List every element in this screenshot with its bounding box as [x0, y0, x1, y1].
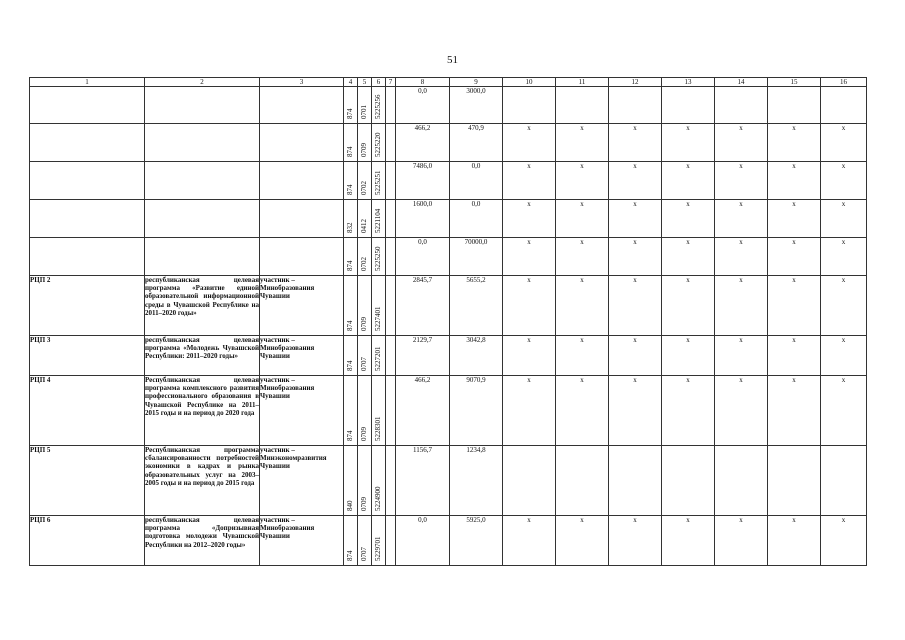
program-name: Республиканская программа сбалансированности потребностей экономики в кадрах и рынка образовательных услуг на 2003–2005 годы и на период до 2015 года [145, 446, 260, 516]
value-col9: 1234,8 [450, 446, 503, 516]
program-code [30, 200, 145, 238]
table-row [30, 238, 867, 276]
program-code: РЦП 4 [30, 376, 145, 446]
ministry-code-text: 874 [345, 146, 354, 157]
budget-table [29, 77, 867, 566]
mark-cell: x [821, 200, 867, 238]
ministry-code [344, 376, 358, 446]
program-code: РЦП 2 [30, 276, 145, 336]
ministry-code-text: 874 [345, 320, 354, 331]
value-col8: 2129,7 [396, 336, 450, 376]
table-row [30, 124, 867, 162]
value-col9: 3042,8 [450, 336, 503, 376]
mark-cell [556, 446, 609, 516]
ministry-code [344, 124, 358, 162]
mark-cell: x [715, 162, 768, 200]
program-name [145, 238, 260, 276]
mark-cell: x [821, 336, 867, 376]
program-code [30, 238, 145, 276]
section-code-text: 0707 [359, 547, 368, 561]
expense-type-cell [386, 516, 396, 566]
ministry-code [344, 200, 358, 238]
program-participant: участник – Минобразования Чувашии [260, 276, 344, 336]
mark-cell [768, 87, 821, 124]
table-row [30, 336, 867, 376]
mark-cell: x [768, 124, 821, 162]
mark-cell: x [821, 376, 867, 446]
program-name [145, 162, 260, 200]
value-col9: 470,9 [450, 124, 503, 162]
program-name [145, 87, 260, 124]
mark-cell: x [503, 200, 556, 238]
header-cell: 10 [503, 78, 556, 87]
mark-cell: x [768, 276, 821, 336]
target-article-code [372, 376, 386, 446]
value-col8: 0,0 [396, 87, 450, 124]
mark-cell: x [556, 162, 609, 200]
mark-cell: x [768, 376, 821, 446]
section-code [358, 276, 372, 336]
mark-cell: x [768, 516, 821, 566]
target-article-code [372, 238, 386, 276]
section-code-text: 0412 [359, 219, 368, 233]
mark-cell: x [503, 376, 556, 446]
mark-cell: x [715, 376, 768, 446]
target-article-code-text: 5221104 [373, 208, 382, 233]
ministry-code-text: 840 [345, 500, 354, 511]
target-article-code [372, 516, 386, 566]
mark-cell: x [556, 516, 609, 566]
mark-cell: x [662, 124, 715, 162]
mark-cell: x [609, 162, 662, 200]
mark-cell: x [715, 516, 768, 566]
expense-type-cell [386, 276, 396, 336]
section-code [358, 162, 372, 200]
header-cell: 2 [145, 78, 260, 87]
mark-cell: x [821, 162, 867, 200]
expense-type-cell [386, 238, 396, 276]
table-row [30, 446, 867, 516]
mark-cell: x [662, 276, 715, 336]
value-col9: 0,0 [450, 200, 503, 238]
value-col8: 2845,7 [396, 276, 450, 336]
program-participant [260, 162, 344, 200]
ministry-code [344, 87, 358, 124]
table-row [30, 376, 867, 446]
program-participant: участник – Минобразования Чувашии [260, 376, 344, 446]
table-row [30, 162, 867, 200]
mark-cell: x [609, 200, 662, 238]
program-name: республиканская целевая программа «Молодежь Чувашской Республики: 2011–2020 годы» [145, 336, 260, 376]
ministry-code-text: 874 [345, 260, 354, 271]
table-row [30, 276, 867, 336]
program-code: РЦП 6 [30, 516, 145, 566]
target-article-code-text: 5225256 [373, 94, 382, 119]
header-cell: 4 [344, 78, 358, 87]
ministry-code-text: 832 [345, 222, 354, 233]
program-participant [260, 200, 344, 238]
table-row [30, 87, 867, 124]
mark-cell: x [768, 200, 821, 238]
target-article-code [372, 336, 386, 376]
mark-cell: x [503, 516, 556, 566]
mark-cell: x [768, 238, 821, 276]
expense-type-cell [386, 200, 396, 238]
header-cell: 1 [30, 78, 145, 87]
mark-cell: x [662, 162, 715, 200]
section-code [358, 238, 372, 276]
mark-cell: x [715, 276, 768, 336]
program-code: РЦП 3 [30, 336, 145, 376]
ministry-code [344, 336, 358, 376]
header-cell: 14 [715, 78, 768, 87]
program-name [145, 200, 260, 238]
program-code: РЦП 5 [30, 446, 145, 516]
header-cell: 8 [396, 78, 450, 87]
mark-cell [715, 87, 768, 124]
program-participant: участник – Минобразования Чувашии [260, 336, 344, 376]
header-cell: 5 [358, 78, 372, 87]
mark-cell: x [768, 336, 821, 376]
header-cell: 15 [768, 78, 821, 87]
target-article-code-text: 5227401 [373, 306, 382, 331]
mark-cell: x [609, 376, 662, 446]
mark-cell: x [715, 336, 768, 376]
program-code [30, 87, 145, 124]
target-article-code [372, 446, 386, 516]
header-cell: 9 [450, 78, 503, 87]
mark-cell: x [556, 124, 609, 162]
mark-cell: x [821, 124, 867, 162]
program-participant [260, 87, 344, 124]
value-col9: 0,0 [450, 162, 503, 200]
mark-cell [662, 87, 715, 124]
section-code-text: 0709 [359, 497, 368, 511]
mark-cell: x [609, 516, 662, 566]
mark-cell: x [821, 238, 867, 276]
expense-type-cell [386, 446, 396, 516]
section-code-text: 0701 [359, 105, 368, 119]
value-col9: 9070,9 [450, 376, 503, 446]
mark-cell: x [503, 124, 556, 162]
program-participant: участник – Минобразования Чувашии [260, 516, 344, 566]
header-cell: 3 [260, 78, 344, 87]
value-col8: 7486,0 [396, 162, 450, 200]
value-col8: 466,2 [396, 124, 450, 162]
section-code-text: 0709 [359, 427, 368, 441]
target-article-code [372, 87, 386, 124]
program-participant [260, 124, 344, 162]
value-col8: 466,2 [396, 376, 450, 446]
value-col8: 0,0 [396, 238, 450, 276]
ministry-code [344, 446, 358, 516]
section-code-text: 0702 [359, 181, 368, 195]
mark-cell: x [821, 516, 867, 566]
ministry-code-text: 874 [345, 184, 354, 195]
value-col9: 5925,0 [450, 516, 503, 566]
expense-type-cell [386, 162, 396, 200]
table-header-row [30, 78, 867, 87]
mark-cell: x [556, 276, 609, 336]
mark-cell [503, 87, 556, 124]
program-name [145, 124, 260, 162]
section-code [358, 87, 372, 124]
ministry-code [344, 162, 358, 200]
mark-cell [662, 446, 715, 516]
header-cell: 6 [372, 78, 386, 87]
program-name: республиканская целевая программа «Развитие единой образовательной информационной среды в Чувашской Республике на 2011–2020 годы» [145, 276, 260, 336]
ministry-code-text: 874 [345, 108, 354, 119]
section-code-text: 0707 [359, 357, 368, 371]
mark-cell: x [503, 336, 556, 376]
program-code [30, 162, 145, 200]
program-name: Республиканская целевая программа комплексного развития профессионального образования в Чувашской Республике на 2011–2015 годы и на период до 2020 года [145, 376, 260, 446]
table-row [30, 516, 867, 566]
mark-cell [821, 446, 867, 516]
mark-cell: x [662, 516, 715, 566]
page-number: 51 [447, 54, 458, 66]
mark-cell: x [821, 276, 867, 336]
header-cell: 13 [662, 78, 715, 87]
program-participant [260, 238, 344, 276]
mark-cell: x [503, 276, 556, 336]
mark-cell: x [556, 200, 609, 238]
target-article-code [372, 276, 386, 336]
section-code-text: 0709 [359, 317, 368, 331]
mark-cell: x [609, 238, 662, 276]
mark-cell: x [609, 276, 662, 336]
expense-type-cell [386, 124, 396, 162]
ministry-code [344, 238, 358, 276]
section-code [358, 200, 372, 238]
ministry-code-text: 874 [345, 430, 354, 441]
expense-type-cell [386, 87, 396, 124]
mark-cell: x [715, 124, 768, 162]
mark-cell: x [662, 336, 715, 376]
mark-cell: x [715, 200, 768, 238]
mark-cell [609, 87, 662, 124]
target-article-code-text: 5225220 [373, 132, 382, 157]
expense-type-cell [386, 376, 396, 446]
ministry-code [344, 516, 358, 566]
expense-type-cell [386, 336, 396, 376]
section-code [358, 376, 372, 446]
target-article-code-text: 5225251 [373, 170, 382, 195]
value-col9: 5655,2 [450, 276, 503, 336]
mark-cell [556, 87, 609, 124]
mark-cell: x [556, 376, 609, 446]
target-article-code [372, 124, 386, 162]
mark-cell: x [715, 238, 768, 276]
target-article-code-text: 5224900 [373, 486, 382, 511]
section-code [358, 336, 372, 376]
mark-cell [503, 446, 556, 516]
value-col9: 3000,0 [450, 87, 503, 124]
mark-cell: x [662, 238, 715, 276]
target-article-code-text: 5228301 [373, 416, 382, 441]
target-article-code-text: 5227201 [373, 346, 382, 371]
mark-cell: x [503, 238, 556, 276]
ministry-code-text: 874 [345, 360, 354, 371]
target-article-code-text: 5225250 [373, 246, 382, 271]
header-cell: 11 [556, 78, 609, 87]
mark-cell [609, 446, 662, 516]
target-article-code [372, 162, 386, 200]
header-cell: 12 [609, 78, 662, 87]
mark-cell [821, 87, 867, 124]
mark-cell: x [662, 376, 715, 446]
section-code-text: 0709 [359, 143, 368, 157]
target-article-code-text: 5229701 [373, 536, 382, 561]
header-cell: 16 [821, 78, 867, 87]
mark-cell: x [503, 162, 556, 200]
mark-cell: x [768, 162, 821, 200]
header-cell: 7 [386, 78, 396, 87]
section-code [358, 124, 372, 162]
program-name: республиканская целевая программа «Допризывная подготовка молодежи Чувашской Республики на 2012–2020 годы» [145, 516, 260, 566]
mark-cell [715, 446, 768, 516]
mark-cell: x [609, 336, 662, 376]
target-article-code [372, 200, 386, 238]
mark-cell: x [556, 336, 609, 376]
mark-cell: x [662, 200, 715, 238]
value-col8: 1600,0 [396, 200, 450, 238]
program-code [30, 124, 145, 162]
ministry-code [344, 276, 358, 336]
section-code [358, 516, 372, 566]
value-col9: 70000,0 [450, 238, 503, 276]
program-participant: участник – Минэкономразвития Чувашии [260, 446, 344, 516]
value-col8: 0,0 [396, 516, 450, 566]
table-row [30, 200, 867, 238]
mark-cell [768, 446, 821, 516]
section-code-text: 0702 [359, 257, 368, 271]
mark-cell: x [609, 124, 662, 162]
value-col8: 1156,7 [396, 446, 450, 516]
mark-cell: x [556, 238, 609, 276]
section-code [358, 446, 372, 516]
ministry-code-text: 874 [345, 550, 354, 561]
